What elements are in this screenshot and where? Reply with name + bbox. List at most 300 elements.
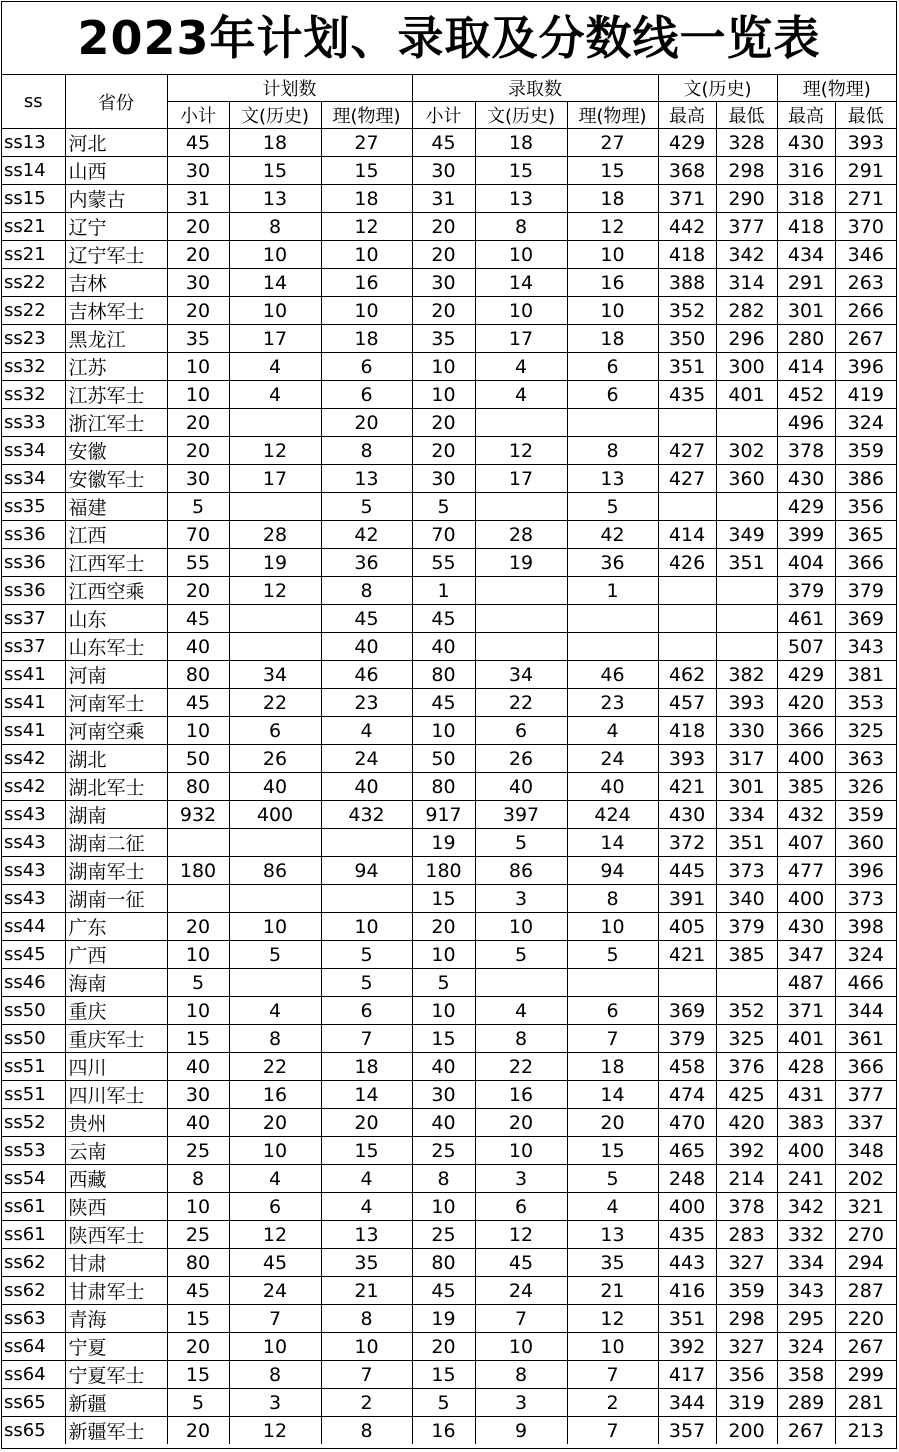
cell-plan-science: 10 (321, 913, 412, 941)
cell-plan-science: 15 (321, 1137, 412, 1165)
cell-code: ss65 (2, 1417, 65, 1445)
cell-admit-arts: 28 (475, 521, 567, 549)
cell-plan-arts (229, 885, 321, 913)
cell-admit-arts: 12 (475, 1221, 567, 1249)
cell-science-min: 377 (835, 1081, 896, 1109)
header-plan-subtotal: 小计 (167, 102, 229, 129)
cell-code: ss32 (2, 353, 65, 381)
cell-admit-arts: 8 (475, 1025, 567, 1053)
cell-admit-science: 6 (567, 997, 658, 1025)
cell-admit-arts: 6 (475, 717, 567, 745)
cell-code: ss65 (2, 1389, 65, 1417)
cell-science-max: 428 (777, 1053, 835, 1081)
cell-plan-arts: 17 (229, 465, 321, 493)
cell-plan-arts: 22 (229, 1053, 321, 1081)
cell-plan-subtotal: 10 (167, 381, 229, 409)
cell-science-min: 366 (835, 549, 896, 577)
cell-science-max: 414 (777, 353, 835, 381)
cell-plan-science: 27 (321, 129, 412, 157)
cell-plan-subtotal: 20 (167, 241, 229, 269)
cell-science-min: 466 (835, 969, 896, 997)
cell-science-min: 291 (835, 157, 896, 185)
cell-code: ss52 (2, 1109, 65, 1137)
cell-province: 内蒙古 (65, 185, 167, 213)
table-row (2, 437, 896, 465)
table-row (2, 409, 896, 437)
cell-code: ss37 (2, 633, 65, 661)
cell-admit-science: 5 (567, 1165, 658, 1193)
cell-admit-arts: 12 (475, 437, 567, 465)
cell-admit-arts: 15 (475, 157, 567, 185)
cell-arts-max: 427 (658, 437, 716, 465)
cell-plan-science: 10 (321, 1333, 412, 1361)
table-row (2, 913, 896, 941)
cell-province: 安徽 (65, 437, 167, 465)
cell-plan-subtotal: 20 (167, 1333, 229, 1361)
cell-admit-science (567, 409, 658, 437)
cell-admit-arts: 86 (475, 857, 567, 885)
table-body (2, 129, 896, 1445)
cell-science-min: 202 (835, 1165, 896, 1193)
cell-plan-arts: 7 (229, 1305, 321, 1333)
cell-arts-min (716, 969, 777, 997)
cell-province: 江西空乘 (65, 577, 167, 605)
cell-admit-science: 6 (567, 353, 658, 381)
cell-arts-max: 421 (658, 941, 716, 969)
cell-province: 西藏 (65, 1165, 167, 1193)
header-plan-science: 理(物理) (321, 102, 412, 129)
cell-plan-subtotal: 180 (167, 857, 229, 885)
cell-plan-science: 6 (321, 997, 412, 1025)
cell-arts-min: 327 (716, 1249, 777, 1277)
cell-plan-science: 36 (321, 549, 412, 577)
cell-arts-min: 351 (716, 829, 777, 857)
cell-plan-arts: 10 (229, 913, 321, 941)
cell-code: ss51 (2, 1081, 65, 1109)
cell-science-max: 318 (777, 185, 835, 213)
cell-admit-subtotal: 80 (412, 773, 475, 801)
table-row (2, 157, 896, 185)
cell-admit-science: 18 (567, 325, 658, 353)
cell-province: 四川军士 (65, 1081, 167, 1109)
cell-science-min: 398 (835, 913, 896, 941)
cell-arts-max: 470 (658, 1109, 716, 1137)
cell-admit-subtotal: 50 (412, 745, 475, 773)
cell-plan-subtotal: 30 (167, 1081, 229, 1109)
cell-arts-min: 342 (716, 241, 777, 269)
cell-plan-subtotal: 30 (167, 465, 229, 493)
cell-arts-min: 378 (716, 1193, 777, 1221)
cell-admit-subtotal: 1 (412, 577, 475, 605)
cell-science-min: 356 (835, 493, 896, 521)
cell-arts-min: 330 (716, 717, 777, 745)
cell-plan-subtotal: 20 (167, 297, 229, 325)
cell-province: 湖南 (65, 801, 167, 829)
cell-science-min: 386 (835, 465, 896, 493)
cell-admit-arts: 45 (475, 1249, 567, 1277)
cell-plan-arts: 12 (229, 1221, 321, 1249)
cell-admit-subtotal: 45 (412, 129, 475, 157)
cell-arts-max: 351 (658, 353, 716, 381)
header-science: 理(物理) (777, 75, 896, 102)
cell-admit-science: 10 (567, 297, 658, 325)
cell-science-max: 324 (777, 1333, 835, 1361)
cell-arts-max: 474 (658, 1081, 716, 1109)
table-row (2, 1389, 896, 1417)
cell-arts-min (716, 577, 777, 605)
cell-admit-science: 5 (567, 493, 658, 521)
cell-admit-arts: 17 (475, 465, 567, 493)
header-plan: 计划数 (167, 75, 412, 102)
cell-admit-arts: 24 (475, 1277, 567, 1305)
cell-plan-science: 8 (321, 577, 412, 605)
cell-code: ss32 (2, 381, 65, 409)
cell-science-max: 404 (777, 549, 835, 577)
cell-plan-science: 4 (321, 717, 412, 745)
cell-admit-arts: 10 (475, 1137, 567, 1165)
cell-arts-min: 376 (716, 1053, 777, 1081)
cell-science-min: 324 (835, 941, 896, 969)
cell-plan-science: 10 (321, 241, 412, 269)
cell-admit-arts: 4 (475, 353, 567, 381)
cell-science-max: 407 (777, 829, 835, 857)
table-row (2, 1277, 896, 1305)
cell-plan-subtotal: 50 (167, 745, 229, 773)
cell-plan-science: 10 (321, 297, 412, 325)
cell-science-min: 366 (835, 1053, 896, 1081)
cell-arts-min: 382 (716, 661, 777, 689)
cell-plan-science: 23 (321, 689, 412, 717)
cell-plan-subtotal: 55 (167, 549, 229, 577)
cell-admit-science: 13 (567, 1221, 658, 1249)
table-row (2, 577, 896, 605)
cell-arts-min: 325 (716, 1025, 777, 1053)
header-arts-max: 最高 (658, 102, 716, 129)
cell-science-min: 363 (835, 745, 896, 773)
cell-code: ss61 (2, 1221, 65, 1249)
cell-arts-max: 368 (658, 157, 716, 185)
cell-arts-min: 283 (716, 1221, 777, 1249)
cell-admit-subtotal: 70 (412, 521, 475, 549)
cell-code: ss22 (2, 297, 65, 325)
cell-science-min: 419 (835, 381, 896, 409)
cell-admit-subtotal: 8 (412, 1165, 475, 1193)
cell-science-min: 337 (835, 1109, 896, 1137)
cell-science-max: 430 (777, 913, 835, 941)
cell-science-min: 266 (835, 297, 896, 325)
cell-code: ss64 (2, 1361, 65, 1389)
cell-science-max: 280 (777, 325, 835, 353)
cell-plan-arts: 4 (229, 381, 321, 409)
table-row (2, 241, 896, 269)
cell-plan-arts: 8 (229, 213, 321, 241)
cell-plan-science: 20 (321, 409, 412, 437)
cell-science-min: 325 (835, 717, 896, 745)
cell-plan-science: 432 (321, 801, 412, 829)
table-row (2, 857, 896, 885)
table-row (2, 493, 896, 521)
cell-arts-min (716, 409, 777, 437)
cell-plan-arts: 16 (229, 1081, 321, 1109)
cell-plan-science: 20 (321, 1109, 412, 1137)
cell-plan-subtotal: 5 (167, 493, 229, 521)
cell-arts-max (658, 409, 716, 437)
cell-admit-arts: 10 (475, 913, 567, 941)
cell-admit-subtotal: 40 (412, 633, 475, 661)
cell-admit-science: 7 (567, 1417, 658, 1445)
cell-science-max: 358 (777, 1361, 835, 1389)
cell-arts-max: 357 (658, 1417, 716, 1445)
cell-plan-subtotal: 31 (167, 185, 229, 213)
cell-province: 山东军士 (65, 633, 167, 661)
cell-plan-arts: 3 (229, 1389, 321, 1417)
cell-arts-min (716, 605, 777, 633)
cell-arts-max: 248 (658, 1165, 716, 1193)
table-row (2, 773, 896, 801)
cell-plan-subtotal: 20 (167, 409, 229, 437)
cell-science-min: 344 (835, 997, 896, 1025)
cell-admit-science: 5 (567, 941, 658, 969)
cell-plan-arts: 34 (229, 661, 321, 689)
cell-arts-min: 340 (716, 885, 777, 913)
cell-science-min: 361 (835, 1025, 896, 1053)
cell-arts-max (658, 605, 716, 633)
cell-admit-science: 18 (567, 1053, 658, 1081)
table-row (2, 325, 896, 353)
cell-plan-science: 13 (321, 1221, 412, 1249)
cell-plan-science (321, 885, 412, 913)
cell-admit-science: 1 (567, 577, 658, 605)
cell-admit-subtotal: 40 (412, 1109, 475, 1137)
cell-admit-science: 36 (567, 549, 658, 577)
cell-plan-arts: 10 (229, 1137, 321, 1165)
cell-arts-max (658, 577, 716, 605)
cell-admit-subtotal: 20 (412, 409, 475, 437)
cell-plan-subtotal: 80 (167, 661, 229, 689)
table-row (2, 1361, 896, 1389)
cell-admit-subtotal: 30 (412, 1081, 475, 1109)
cell-plan-science: 12 (321, 213, 412, 241)
cell-admit-science (567, 633, 658, 661)
cell-admit-subtotal: 40 (412, 1053, 475, 1081)
cell-science-max: 477 (777, 857, 835, 885)
cell-province: 湖北军士 (65, 773, 167, 801)
cell-province: 新疆军士 (65, 1417, 167, 1445)
cell-admit-science: 8 (567, 885, 658, 913)
cell-science-max: 418 (777, 213, 835, 241)
cell-science-min: 263 (835, 269, 896, 297)
cell-plan-science: 40 (321, 633, 412, 661)
cell-admit-arts (475, 605, 567, 633)
cell-code: ss64 (2, 1333, 65, 1361)
cell-admit-subtotal: 15 (412, 885, 475, 913)
cell-arts-min: 420 (716, 1109, 777, 1137)
cell-code: ss43 (2, 801, 65, 829)
cell-science-min: 267 (835, 1333, 896, 1361)
cell-admit-subtotal: 25 (412, 1221, 475, 1249)
cell-plan-subtotal: 30 (167, 269, 229, 297)
cell-admit-arts (475, 633, 567, 661)
cell-admit-arts: 10 (475, 1333, 567, 1361)
cell-province: 重庆军士 (65, 1025, 167, 1053)
cell-admit-subtotal: 20 (412, 1333, 475, 1361)
cell-code: ss34 (2, 437, 65, 465)
cell-arts-max: 405 (658, 913, 716, 941)
cell-admit-subtotal: 10 (412, 381, 475, 409)
cell-science-min: 379 (835, 577, 896, 605)
cell-plan-arts: 10 (229, 241, 321, 269)
cell-science-min: 396 (835, 353, 896, 381)
cell-arts-max: 442 (658, 213, 716, 241)
cell-science-max: 378 (777, 437, 835, 465)
cell-code: ss33 (2, 409, 65, 437)
cell-province: 安徽军士 (65, 465, 167, 493)
cell-science-max: 316 (777, 157, 835, 185)
cell-code: ss50 (2, 1025, 65, 1053)
cell-science-max: 487 (777, 969, 835, 997)
cell-plan-arts: 12 (229, 577, 321, 605)
cell-arts-max: 418 (658, 717, 716, 745)
cell-plan-arts: 22 (229, 689, 321, 717)
header-plan-arts: 文(历史) (229, 102, 321, 129)
cell-science-max: 366 (777, 717, 835, 745)
cell-admit-arts: 3 (475, 885, 567, 913)
cell-admit-science: 20 (567, 1109, 658, 1137)
cell-province: 湖南一征 (65, 885, 167, 913)
cell-arts-max: 379 (658, 1025, 716, 1053)
table-row (2, 269, 896, 297)
cell-admit-arts: 10 (475, 297, 567, 325)
cell-science-max: 241 (777, 1165, 835, 1193)
cell-plan-subtotal: 932 (167, 801, 229, 829)
table-row (2, 1249, 896, 1277)
cell-plan-arts (229, 969, 321, 997)
cell-admit-arts: 7 (475, 1305, 567, 1333)
cell-province: 湖南二征 (65, 829, 167, 857)
cell-plan-science: 46 (321, 661, 412, 689)
cell-arts-min: 373 (716, 857, 777, 885)
cell-admit-subtotal: 20 (412, 241, 475, 269)
cell-science-max: 452 (777, 381, 835, 409)
cell-province: 广东 (65, 913, 167, 941)
cell-science-max: 430 (777, 465, 835, 493)
cell-admit-subtotal: 19 (412, 1305, 475, 1333)
cell-science-min: 267 (835, 325, 896, 353)
page-title: 2023年计划、录取及分数线一览表 (2, 2, 896, 75)
cell-science-max: 400 (777, 885, 835, 913)
cell-admit-science (567, 605, 658, 633)
cell-province: 湖北 (65, 745, 167, 773)
cell-arts-max: 344 (658, 1389, 716, 1417)
cell-province: 四川 (65, 1053, 167, 1081)
cell-province: 海南 (65, 969, 167, 997)
cell-science-min: 271 (835, 185, 896, 213)
cell-code: ss42 (2, 745, 65, 773)
cell-plan-arts: 10 (229, 1333, 321, 1361)
cell-plan-science: 5 (321, 969, 412, 997)
cell-plan-science: 6 (321, 353, 412, 381)
cell-admit-science: 35 (567, 1249, 658, 1277)
cell-arts-min: 200 (716, 1417, 777, 1445)
cell-province: 河南军士 (65, 689, 167, 717)
cell-arts-max: 391 (658, 885, 716, 913)
cell-plan-science: 21 (321, 1277, 412, 1305)
cell-admit-subtotal: 80 (412, 1249, 475, 1277)
cell-arts-min: 328 (716, 129, 777, 157)
cell-arts-min: 317 (716, 745, 777, 773)
cell-admit-subtotal: 25 (412, 1137, 475, 1165)
table-row (2, 1109, 896, 1137)
header-province: 省份 (65, 75, 167, 129)
cell-province: 浙江军士 (65, 409, 167, 437)
cell-admit-science: 7 (567, 1025, 658, 1053)
cell-province: 湖南军士 (65, 857, 167, 885)
cell-plan-arts: 12 (229, 437, 321, 465)
cell-arts-max: 426 (658, 549, 716, 577)
cell-plan-subtotal: 20 (167, 1417, 229, 1445)
cell-plan-arts: 19 (229, 549, 321, 577)
cell-plan-science: 24 (321, 745, 412, 773)
cell-province: 广西 (65, 941, 167, 969)
cell-arts-max: 392 (658, 1333, 716, 1361)
cell-admit-arts: 8 (475, 1361, 567, 1389)
cell-plan-arts: 13 (229, 185, 321, 213)
cell-plan-arts: 6 (229, 717, 321, 745)
cell-plan-science: 16 (321, 269, 412, 297)
table-row (2, 521, 896, 549)
cell-admit-arts: 3 (475, 1165, 567, 1193)
cell-code: ss14 (2, 157, 65, 185)
cell-province: 宁夏军士 (65, 1361, 167, 1389)
cell-plan-subtotal: 5 (167, 1389, 229, 1417)
cell-arts-min: 302 (716, 437, 777, 465)
cell-arts-max: 372 (658, 829, 716, 857)
table-row (2, 1081, 896, 1109)
cell-code: ss50 (2, 997, 65, 1025)
cell-plan-subtotal: 10 (167, 717, 229, 745)
cell-admit-science: 27 (567, 129, 658, 157)
cell-province: 吉林军士 (65, 297, 167, 325)
cell-arts-max: 418 (658, 241, 716, 269)
cell-admit-science: 40 (567, 773, 658, 801)
cell-arts-min: 327 (716, 1333, 777, 1361)
cell-province: 辽宁军士 (65, 241, 167, 269)
table-row (2, 297, 896, 325)
cell-plan-arts: 40 (229, 773, 321, 801)
cell-arts-min: 301 (716, 773, 777, 801)
cell-admit-science: 12 (567, 213, 658, 241)
cell-admit-subtotal: 35 (412, 325, 475, 353)
header-admit-arts: 文(历史) (475, 102, 567, 129)
cell-science-max: 400 (777, 1137, 835, 1165)
cell-province: 重庆 (65, 997, 167, 1025)
cell-code: ss51 (2, 1053, 65, 1081)
cell-plan-science: 8 (321, 437, 412, 465)
cell-plan-subtotal: 80 (167, 1249, 229, 1277)
table-row (2, 1305, 896, 1333)
cell-plan-subtotal: 80 (167, 773, 229, 801)
cell-plan-subtotal: 40 (167, 1109, 229, 1137)
table-row (2, 829, 896, 857)
cell-plan-arts (229, 633, 321, 661)
cell-code: ss45 (2, 941, 65, 969)
cell-arts-max: 430 (658, 801, 716, 829)
cell-plan-science: 18 (321, 185, 412, 213)
cell-science-max: 347 (777, 941, 835, 969)
cell-admit-science: 46 (567, 661, 658, 689)
cell-arts-min: 352 (716, 997, 777, 1025)
cell-admit-subtotal: 19 (412, 829, 475, 857)
